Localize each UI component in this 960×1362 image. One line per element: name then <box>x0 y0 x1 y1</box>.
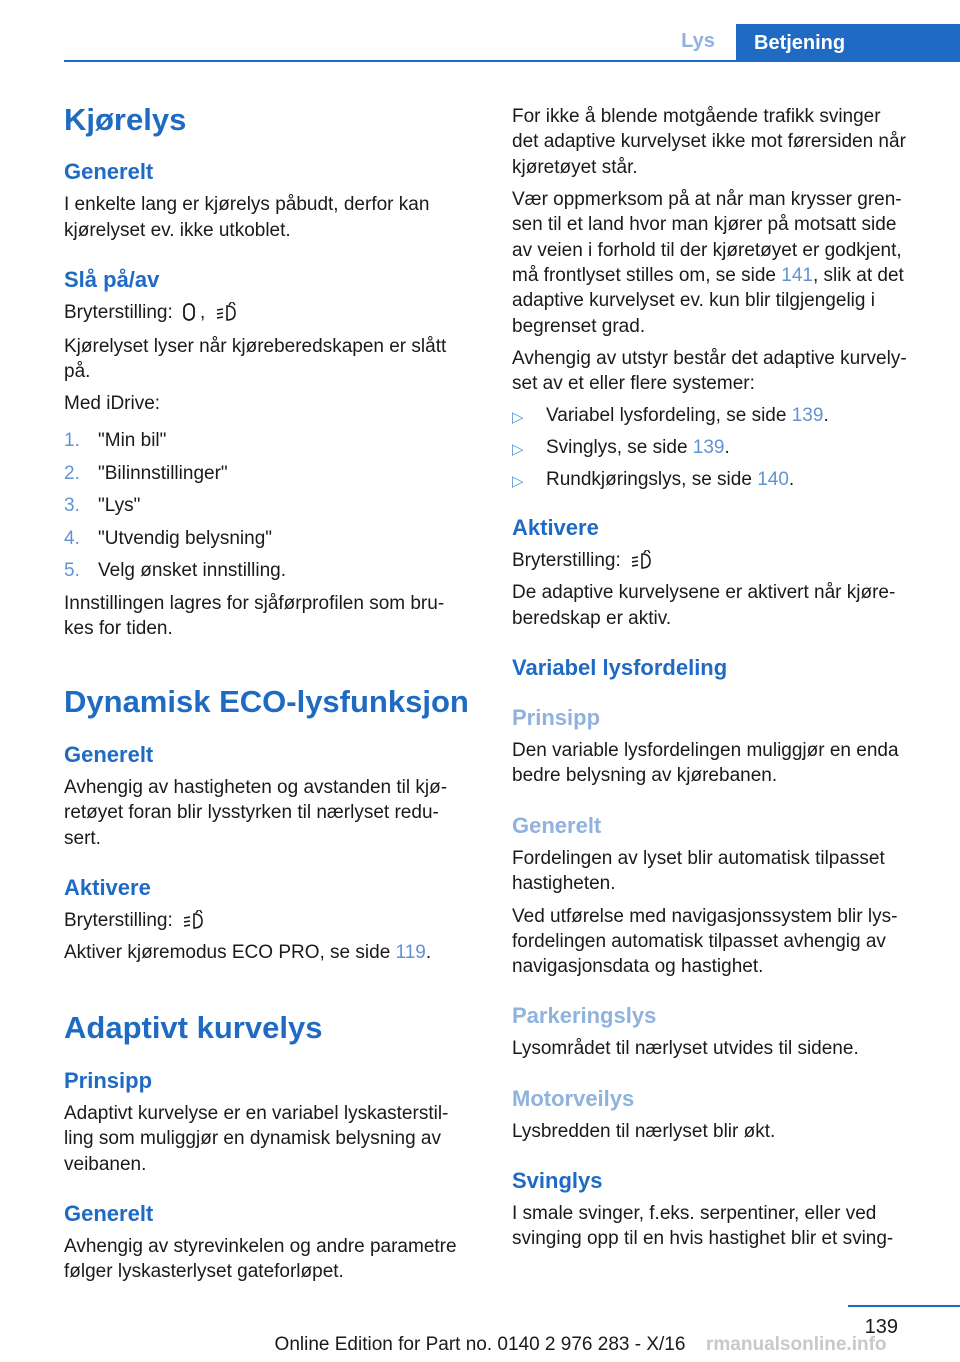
paragraph-line: begrenset grad. <box>512 316 646 337</box>
page-link[interactable]: 139 <box>692 437 725 458</box>
list-text <box>546 467 794 493</box>
list-text: "Bilinnstillinger" <box>98 463 228 484</box>
list-text-part: Svinglys, se side <box>546 437 693 458</box>
switch-position-line <box>512 548 932 574</box>
header-section-label: Lys <box>681 30 715 52</box>
list-item <box>512 435 932 461</box>
page-number: 139 <box>864 1316 898 1338</box>
paragraph-line: hastigheten. <box>512 873 616 894</box>
heading-slaa-paa-av: Slå på/av <box>64 267 160 292</box>
paragraph-line: Vær oppmerksom på at når man krysser gren- <box>512 189 902 210</box>
page-link[interactable]: 141 <box>781 265 813 286</box>
heading-kjorelys: Kjørelys <box>64 102 187 137</box>
list-text-part: . <box>724 437 730 458</box>
paragraph-line: veibanen. <box>64 1154 147 1175</box>
paragraph-line: ling som muliggjør en dynamisk belysning av <box>64 1128 441 1149</box>
list-text-part: . <box>823 405 829 426</box>
list-item <box>512 467 932 493</box>
list-number: 5. <box>64 560 80 581</box>
bullet-triangle-icon: ▷ <box>512 441 524 458</box>
paragraph-line: beredskap er aktiv. <box>512 608 672 629</box>
paragraph-line: svinging opp til en hvis hastighet blir et sving- <box>512 1228 894 1249</box>
subheading-motorveilys: Motorveilys <box>512 1086 635 1111</box>
heading-svinglys: Svinglys <box>512 1168 603 1193</box>
paragraph-line: retøyet foran blir lysstyrken til nærlyset redu- <box>64 802 439 823</box>
paragraph-line: Kjørelyset lyser når kjøreberedskapen er slått <box>64 336 447 357</box>
paragraph-line: Innstillingen lagres for sjåførprofilen som bru- <box>64 593 445 614</box>
switch-position-label: Bryterstilling: <box>64 910 173 931</box>
heading-prinsipp: Prinsipp <box>64 1068 153 1093</box>
list-text-part: Rundkjøringslys, se side <box>546 469 758 490</box>
heading-generelt: Generelt <box>64 1201 154 1226</box>
list-text <box>546 435 730 461</box>
paragraph-line: fordelingen automatisk tilpasset avhengig av <box>512 931 886 952</box>
paragraph-line: sen til et land hvor man kjører på motsatt side <box>512 214 897 235</box>
subheading-generelt: Generelt <box>512 813 602 838</box>
paragraph-line <box>512 263 932 289</box>
list-item <box>64 558 476 584</box>
list-item <box>64 428 476 454</box>
paragraph-line: kjøretøyet står. <box>512 157 638 178</box>
paragraph-line: Avhengig av hastigheten og avstanden til kjø- <box>64 777 448 798</box>
page-link[interactable]: 119 <box>395 942 426 963</box>
switch-separator: , <box>200 302 206 323</box>
paragraph-line: kes for tiden. <box>64 618 173 639</box>
paragraph-line: Avhengig av styrevinkelen og andre parametre <box>64 1236 457 1257</box>
paragraph-line <box>64 940 476 966</box>
automatic-headlight-icon <box>630 550 654 570</box>
bullet-triangle-icon: ▷ <box>512 409 524 426</box>
switch-position-label: Bryterstilling: <box>512 550 621 571</box>
automatic-headlight-icon <box>182 910 206 930</box>
paragraph-text: , slik at det <box>812 265 904 286</box>
paragraph-line: De adaptive kurvelysene er aktivert når kjøre- <box>512 582 896 603</box>
heading-dynamisk-eco: Dynamisk ECO-lysfunksjon <box>64 684 469 719</box>
page-link[interactable]: 139 <box>791 405 824 426</box>
header-chapter-tab: Betjening <box>736 24 960 62</box>
paragraph-line: navigasjonsdata og hastighet. <box>512 956 764 977</box>
list-item <box>512 403 932 429</box>
paragraph-line: Lysbredden til nærlyset blir økt. <box>512 1121 776 1142</box>
bullet-triangle-icon: ▷ <box>512 473 524 490</box>
switch-position-line <box>64 300 476 326</box>
list-text: "Lys" <box>98 495 141 516</box>
list-item <box>64 526 476 552</box>
list-item <box>64 493 476 519</box>
paragraph-line: For ikke å blende motgående trafikk svinger <box>512 106 881 127</box>
subheading-parkeringslys: Parkeringslys <box>512 1003 657 1028</box>
paragraph-line: Fordelingen av lyset blir automatisk tilpasset <box>512 848 885 869</box>
paragraph-line: sert. <box>64 828 101 849</box>
list-text-part: Variabel lysfordeling, se side <box>546 405 792 426</box>
list-text-part: . <box>788 469 795 490</box>
heading-aktivere: Aktivere <box>64 875 151 900</box>
paragraph-text: . <box>425 942 432 963</box>
idrive-label: Med iDrive: <box>64 393 161 414</box>
edition-footer: Online Edition for Part no. 0140 2 976 283 - X/16 <box>274 1334 686 1355</box>
heading-aktivere: Aktivere <box>512 515 599 540</box>
paragraph-text: må frontlyset stilles om, se side <box>512 265 782 286</box>
paragraph-line: I enkelte lang er kjørelys påbudt, derfor kan <box>64 194 430 215</box>
list-number: 1. <box>64 430 80 451</box>
list-number: 4. <box>64 528 80 549</box>
paragraph-line: I smale svinger, f.eks. serpentiner, eller ved <box>512 1203 877 1224</box>
page-link[interactable]: 140 <box>757 469 789 490</box>
paragraph-line: adaptive kurvelyset ev. kun blir tilgjengelig i <box>512 290 875 311</box>
paragraph-text: Aktiver kjøremodus ECO PRO, se side <box>64 942 396 963</box>
list-text: "Utvendig belysning" <box>98 528 273 549</box>
watermark: rmanualsonline.info <box>706 1334 887 1355</box>
paragraph-line: bedre belysning av kjørebanen. <box>512 765 778 786</box>
paragraph-line: set av et eller flere systemer: <box>512 373 755 394</box>
paragraph-line: Lysområdet til nærlyset utvides til sidene. <box>512 1038 859 1059</box>
paragraph-line: av veien i forhold til der kjøretøyet er godkjent, <box>512 240 902 261</box>
footer-rule <box>848 1305 960 1307</box>
paragraph-line: kjørelyset ev. ikke utkoblet. <box>64 220 291 241</box>
paragraph-line: Avhengig av utstyr består det adaptive kurvely- <box>512 348 907 369</box>
paragraph-line: følger lyskasterlyset gateforløpet. <box>64 1261 344 1282</box>
list-text <box>546 403 829 429</box>
switch-position-label: Bryterstilling: <box>64 302 173 323</box>
paragraph-line: Ved utførelse med navigasjonssystem blir lys- <box>512 906 898 927</box>
paragraph-line: Adaptivt kurvelyse er en variabel lyskasterstil- <box>64 1103 449 1124</box>
list-item <box>64 461 476 487</box>
header-rule <box>64 60 960 62</box>
paragraph-line: det adaptive kurvelyset ikke mot førersiden når <box>512 131 906 152</box>
heading-generelt: Generelt <box>64 159 154 184</box>
subheading-prinsipp: Prinsipp <box>512 705 601 730</box>
daytime-light-icon <box>182 302 196 322</box>
automatic-headlight-icon <box>215 302 239 322</box>
paragraph-line: på. <box>64 361 91 382</box>
list-number: 2. <box>64 463 80 484</box>
paragraph-line: Den variable lysfordelingen muliggjør en enda <box>512 740 899 761</box>
switch-position-line <box>64 908 476 934</box>
heading-variabel-lysfordeling: Variabel lysfordeling <box>512 655 728 680</box>
list-number: 3. <box>64 495 80 516</box>
heading-adaptivt-kurvelys: Adaptivt kurvelys <box>64 1010 323 1045</box>
list-text: Velg ønsket innstilling. <box>98 560 286 581</box>
heading-generelt: Generelt <box>64 742 154 767</box>
list-text: "Min bil" <box>98 430 167 451</box>
